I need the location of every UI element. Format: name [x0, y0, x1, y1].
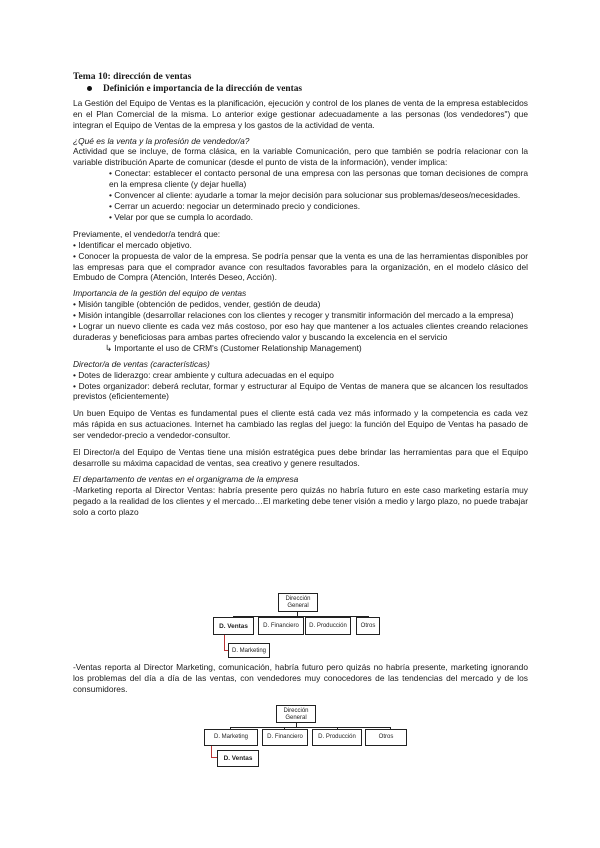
list-item: • Lograr un nuevo cliente es cada vez más costoso, por eso hay que mantener a los actuales clientes creando relaciones duraderas y beneficiosas para ambas partes ofreciendo valor y buscando la excelencia en el servicio [73, 321, 528, 342]
org-box-direccion-general: Dirección General [276, 705, 316, 723]
org-connector [230, 727, 390, 728]
list-item: • Misión intangible (desarrollar relaciones con los clientes y recoger y transmitir información del mercado a la empresa) [73, 310, 514, 321]
director-paragraph: El Director/a del Equipo de Ventas tiene una misión estratégica pues debe brindar las herramientas para que el Equipo desarrolle su máxima capacidad de ventas, sea creativo y genere resultados. [73, 447, 528, 468]
list-item: • Identificar el mercado objetivo. [73, 239, 192, 250]
organigrama-paragraph-1: -Marketing reporta al Director Ventas: habría presente pero quizás no habría futuro en este caso marketing estaría muy pegado a la realidad de los clientes y el mercado…El marketing debe tener visión a medio y largo plazo, no puede trabajar solo a corto plazo [73, 484, 528, 517]
previamente-text: Previamente, el vendedor/a tendrá que: [73, 228, 221, 239]
list-item: • Conocer la propuesta de valor de la empresa. Se podría pensar que la venta es una de las herramientas disponibles por las empresas para que el comprador avance con resultados favorables para la organización, en el modelo clásico del Embudo de Compra (Atención, Interés Deseo, Acción). [73, 250, 528, 283]
section-heading-text: Definición e importancia de la dirección de ventas [103, 83, 303, 94]
list-item: • Misión tangible (obtención de pedidos, vender, gestión de deuda) [73, 299, 321, 310]
list-item: • Convencer al cliente: ayudarle a tomar la mejor decisión para solucionar sus problemas/deseos/necesidades. [109, 190, 521, 201]
org-box-produccion: D. Producción [305, 617, 351, 635]
org-box-produccion: D. Producción [312, 729, 362, 746]
list-item: • Velar por que se cumpla lo acordado. [109, 211, 253, 222]
venta-paragraph: Actividad que se incluye, de forma clásica, en la variable Comunicación, pero que también se podría relacionar con la variable distribución Aparte de comunicar (desde el punto de vista de la información), vender implica: [73, 146, 528, 168]
list-item: • Cerrar un acuerdo: negociar un determinado precio y condiciones. [109, 200, 361, 211]
org-box-financiero: D. Financiero [258, 617, 304, 635]
list-item: • Dotes de liderazgo: crear ambiente y cultura adecuadas en el equipo [73, 369, 334, 380]
org-box-marketing: D. Marketing [204, 729, 258, 746]
bullet-dot-icon [87, 86, 92, 91]
subheading-organigrama: El departamento de ventas en el organigrama de la empresa [73, 473, 299, 484]
crm-note: ↳ Importante el uso de CRM's (Customer Relationship Management) [105, 342, 362, 353]
org-box-ventas: D. Ventas [213, 617, 254, 635]
list-item: • Conectar: establecer el contacto personal de una empresa con las personas que toman decisiones de compra en la empresa cliente (y dejar huella) [109, 168, 528, 190]
section-heading [87, 84, 528, 95]
org-box-otros: Otros [356, 617, 380, 635]
subheading-venta: ¿Qué es la venta y la profesión de vendedor/a? [73, 135, 250, 146]
org-box-direccion-general: Dirección General [278, 593, 318, 612]
subheading-director: Director/a de ventas (características) [73, 358, 210, 369]
organigrama-paragraph-2: -Ventas reporta al Director Marketing, comunicación, habría futuro pero quizás no habría presente, marketing ignorando los problemas del día a día de las ventas, con vendedores muy conocedores de las tendencias del mercado y de los consumidores. [73, 662, 528, 694]
subheading-importancia: Importancia de la gestión del equipo de ventas [73, 288, 247, 299]
org-box-marketing: D. Marketing [228, 643, 270, 658]
page-title: Tema 10: dirección de ventas [73, 71, 192, 82]
list-item: • Dotes organizador: deberá reclutar, formar y estructurar al Equipo de Ventas de manera que se alcancen los resultados previstos (eficientemente) [73, 380, 528, 402]
document-page [73, 72, 528, 518]
org-box-otros: Otros [365, 729, 407, 746]
document-page-lower [73, 662, 528, 695]
intro-paragraph: La Gestión del Equipo de Ventas es la planificación, ejecución y control de los planes de venta de la empresa establecidos en el Plan Comercial de la misma. Lo anterior exige gestionar adecuadamente a las personas (los vendedores") que integran el Equipo de Ventas de la empresa y los gastos de la actividad de venta. [73, 97, 528, 130]
org-connector [224, 635, 225, 651]
org-box-financiero: D. Financiero [262, 729, 308, 746]
org-box-ventas: D. Ventas [217, 750, 259, 767]
equipo-paragraph: Un buen Equipo de Ventas es fundamental pues el cliente está cada vez más informado y la competencia es cada vez más rápida en sus actuaciones. Internet ha cambiado las reglas del juego: la función del Equipo de Ventas ha pasado de ser vendedor-precio a vendedor-consultor. [73, 408, 528, 441]
